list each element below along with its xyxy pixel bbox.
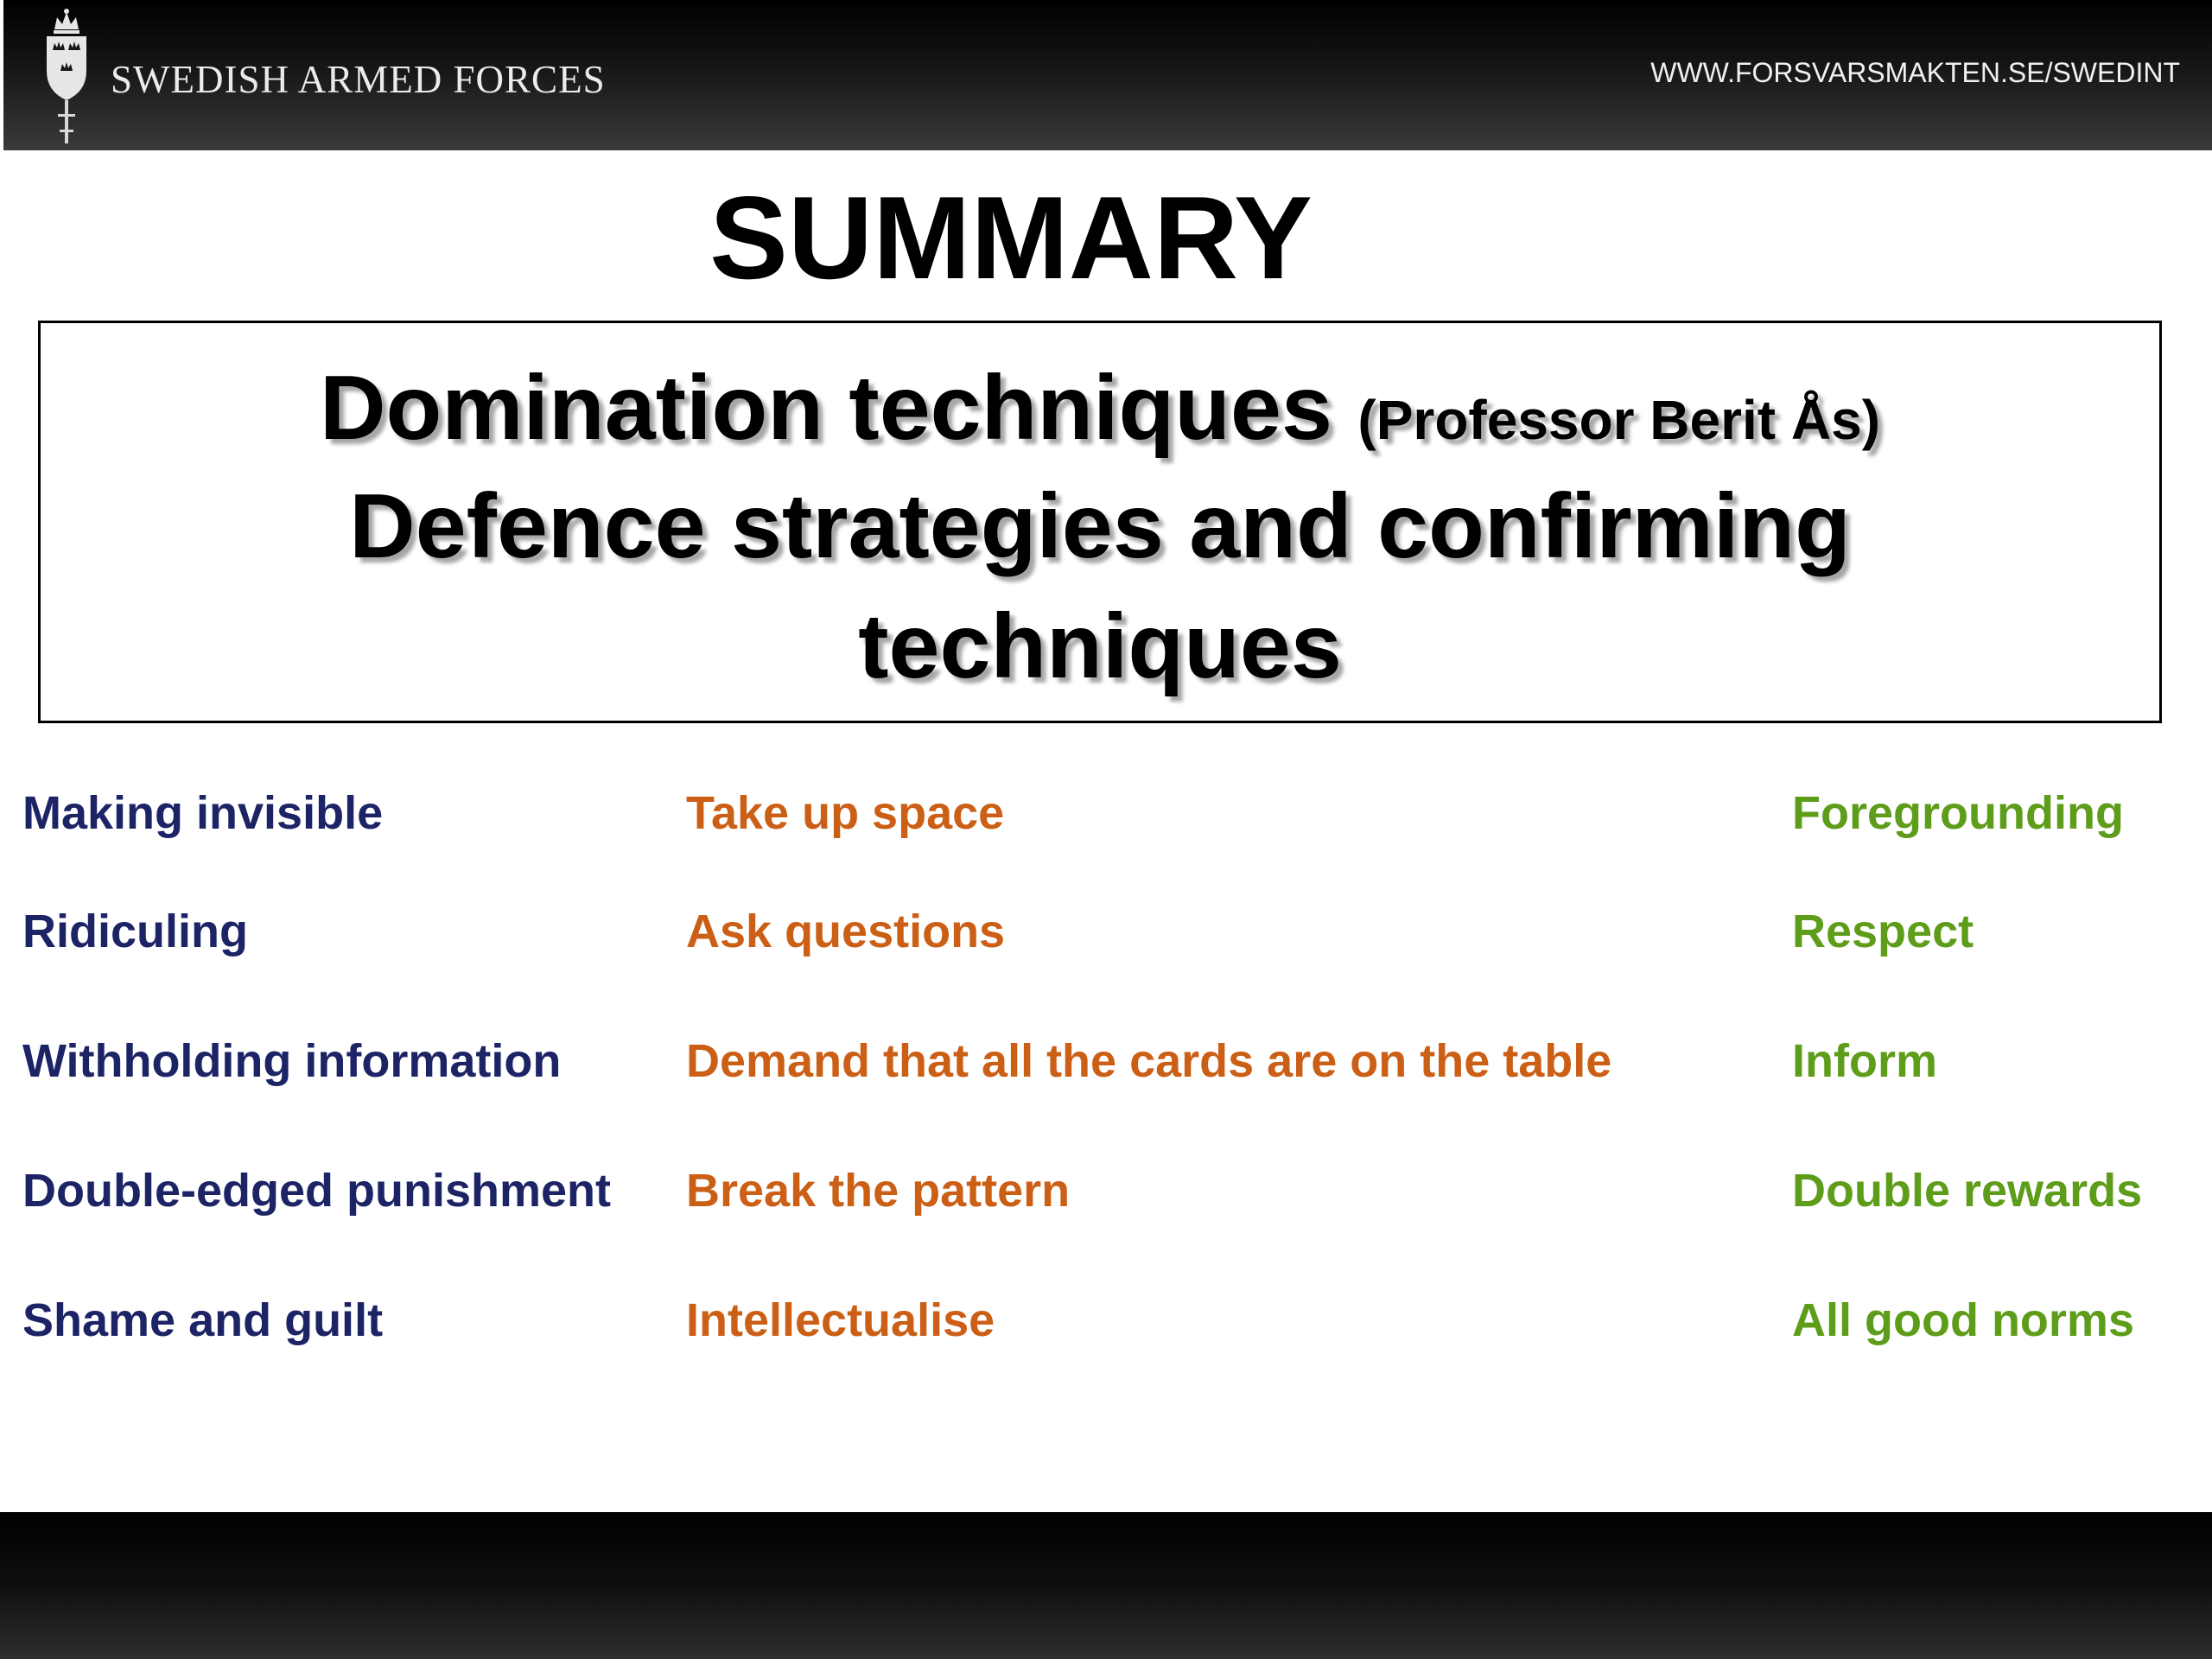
confirming-technique: Inform <box>1792 1035 1937 1087</box>
defence-strategy: Demand that all the cards are on the table <box>686 1035 1612 1087</box>
website-url: WWW.FORSVARSMAKTEN.SE/SWEDINT <box>1650 57 2180 88</box>
header-edge <box>0 0 3 150</box>
subtitle-line-1 <box>41 356 2159 472</box>
slide-title: SUMMARY <box>709 172 1313 303</box>
three-crowns-crest-icon <box>40 7 93 145</box>
subtitle-line-2: Defence strategies and confirming <box>349 475 1851 577</box>
organization-name: SWEDISH ARMED FORCES <box>111 58 606 101</box>
confirming-technique: Foregrounding <box>1792 787 2124 839</box>
domination-technique: Ridiculing <box>22 906 248 957</box>
confirming-technique: All good norms <box>1792 1294 2134 1346</box>
defence-strategy: Intellectualise <box>686 1294 995 1346</box>
domination-technique: Withholding information <box>22 1035 562 1087</box>
subtitle-line-3: techniques <box>858 595 1342 697</box>
subtitle-attribution: (Professor Berit Ås) <box>1357 389 1880 451</box>
domination-technique: Shame and guilt <box>22 1294 384 1346</box>
confirming-technique: Double rewards <box>1792 1165 2143 1217</box>
defence-strategy: Take up space <box>686 787 1005 839</box>
footer-bar <box>0 1512 2212 1659</box>
subtitle-main: Domination techniques <box>320 357 1358 459</box>
defence-strategy: Ask questions <box>686 906 1006 957</box>
domination-technique: Double-edged punishment <box>22 1165 611 1217</box>
defence-strategy: Break the pattern <box>686 1165 1071 1217</box>
confirming-technique: Respect <box>1792 906 1974 957</box>
subtitle-box <box>38 321 2162 723</box>
domination-technique: Making invisible <box>22 787 384 839</box>
header-bar <box>0 0 2212 150</box>
